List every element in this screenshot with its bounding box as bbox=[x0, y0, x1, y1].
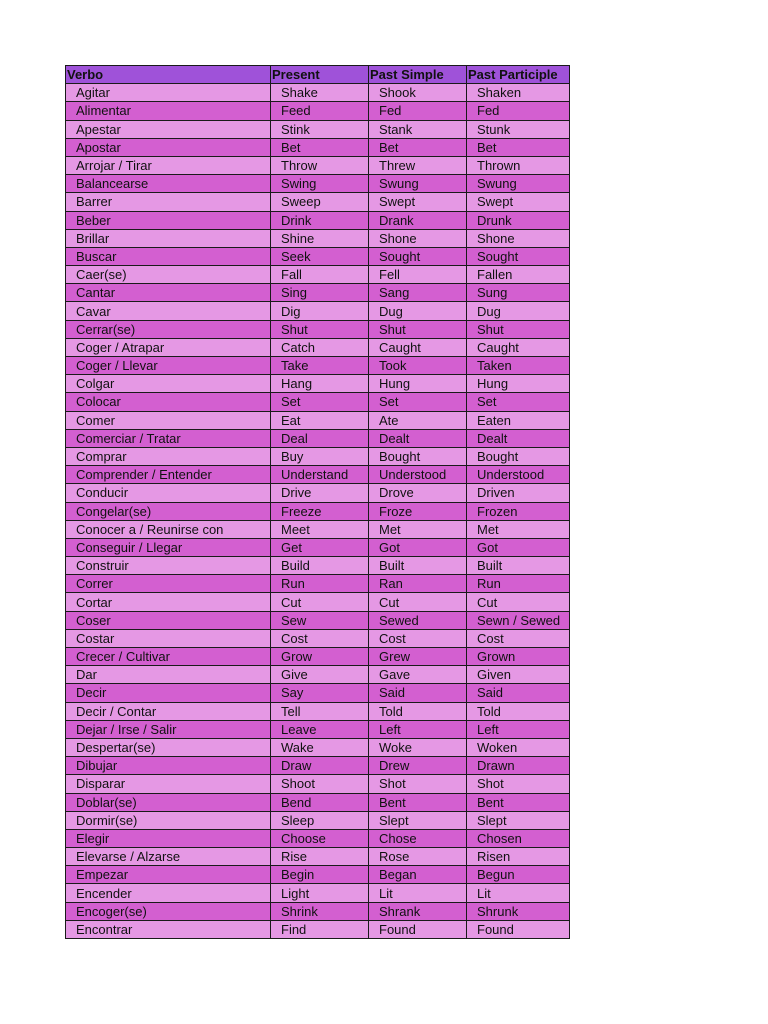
table-header bbox=[66, 66, 570, 84]
past-participle-cell: Cost bbox=[467, 629, 570, 647]
table-row bbox=[66, 447, 570, 465]
past-participle-cell: Taken bbox=[467, 357, 570, 375]
present-cell: Catch bbox=[271, 338, 369, 356]
present-cell: Cost bbox=[271, 629, 369, 647]
past-participle-cell: Eaten bbox=[467, 411, 570, 429]
verbo-cell: Brillar bbox=[66, 229, 271, 247]
verbo-cell: Beber bbox=[66, 211, 271, 229]
past-participle-cell: Thrown bbox=[467, 156, 570, 174]
past-participle-cell: Dug bbox=[467, 302, 570, 320]
past-participle-cell: Got bbox=[467, 538, 570, 556]
table-row bbox=[66, 102, 570, 120]
present-cell: Understand bbox=[271, 466, 369, 484]
table-row bbox=[66, 884, 570, 902]
table-row bbox=[66, 466, 570, 484]
table-row bbox=[66, 738, 570, 756]
past-simple-cell: Found bbox=[369, 920, 467, 938]
verbo-cell: Apestar bbox=[66, 120, 271, 138]
verbo-cell: Comprar bbox=[66, 447, 271, 465]
table-row bbox=[66, 757, 570, 775]
past-simple-cell: Sought bbox=[369, 247, 467, 265]
present-cell: Sleep bbox=[271, 811, 369, 829]
present-cell: Feed bbox=[271, 102, 369, 120]
verbo-cell: Dormir(se) bbox=[66, 811, 271, 829]
past-participle-cell: Drunk bbox=[467, 211, 570, 229]
verbo-cell: Encontrar bbox=[66, 920, 271, 938]
table-row bbox=[66, 357, 570, 375]
verbo-cell: Colocar bbox=[66, 393, 271, 411]
table-row bbox=[66, 848, 570, 866]
past-simple-cell: Ran bbox=[369, 575, 467, 593]
past-simple-cell: Lit bbox=[369, 884, 467, 902]
past-simple-cell: Slept bbox=[369, 811, 467, 829]
table-row bbox=[66, 284, 570, 302]
past-simple-cell: Swept bbox=[369, 193, 467, 211]
header-past-participle: Past Participle bbox=[467, 66, 570, 84]
past-simple-cell: Cut bbox=[369, 593, 467, 611]
past-participle-cell: Grown bbox=[467, 648, 570, 666]
past-participle-cell: Frozen bbox=[467, 502, 570, 520]
past-simple-cell: Shook bbox=[369, 84, 467, 102]
table-row bbox=[66, 648, 570, 666]
past-participle-cell: Shot bbox=[467, 775, 570, 793]
past-participle-cell: Fed bbox=[467, 102, 570, 120]
past-participle-cell: Bought bbox=[467, 447, 570, 465]
present-cell: Stink bbox=[271, 120, 369, 138]
verbo-cell: Encender bbox=[66, 884, 271, 902]
verbo-cell: Congelar(se) bbox=[66, 502, 271, 520]
table-row bbox=[66, 120, 570, 138]
past-participle-cell: Cut bbox=[467, 593, 570, 611]
table-row bbox=[66, 302, 570, 320]
present-cell: Fall bbox=[271, 266, 369, 284]
past-simple-cell: Told bbox=[369, 702, 467, 720]
verbo-cell: Dejar / Irse / Salir bbox=[66, 720, 271, 738]
past-participle-cell: Swept bbox=[467, 193, 570, 211]
present-cell: Choose bbox=[271, 829, 369, 847]
past-participle-cell: Run bbox=[467, 575, 570, 593]
present-cell: Shut bbox=[271, 320, 369, 338]
table-row bbox=[66, 175, 570, 193]
past-participle-cell: Risen bbox=[467, 848, 570, 866]
past-participle-cell: Swung bbox=[467, 175, 570, 193]
past-simple-cell: Swung bbox=[369, 175, 467, 193]
past-participle-cell: Said bbox=[467, 684, 570, 702]
past-simple-cell: Shot bbox=[369, 775, 467, 793]
past-participle-cell: Met bbox=[467, 520, 570, 538]
table-row bbox=[66, 193, 570, 211]
past-simple-cell: Shone bbox=[369, 229, 467, 247]
present-cell: Sew bbox=[271, 611, 369, 629]
past-simple-cell: Shut bbox=[369, 320, 467, 338]
table-row bbox=[66, 702, 570, 720]
table-row bbox=[66, 793, 570, 811]
table-row bbox=[66, 538, 570, 556]
verbo-cell: Cavar bbox=[66, 302, 271, 320]
present-cell: Shoot bbox=[271, 775, 369, 793]
verbo-cell: Cerrar(se) bbox=[66, 320, 271, 338]
past-simple-cell: Gave bbox=[369, 666, 467, 684]
present-cell: Sing bbox=[271, 284, 369, 302]
table-row bbox=[66, 411, 570, 429]
present-cell: Bet bbox=[271, 138, 369, 156]
past-simple-cell: Dealt bbox=[369, 429, 467, 447]
present-cell: Run bbox=[271, 575, 369, 593]
present-cell: Hang bbox=[271, 375, 369, 393]
present-cell: Shake bbox=[271, 84, 369, 102]
present-cell: Deal bbox=[271, 429, 369, 447]
verbo-cell: Decir bbox=[66, 684, 271, 702]
past-simple-cell: Bet bbox=[369, 138, 467, 156]
table-row bbox=[66, 720, 570, 738]
verbo-cell: Dar bbox=[66, 666, 271, 684]
past-simple-cell: Drove bbox=[369, 484, 467, 502]
verbo-cell: Costar bbox=[66, 629, 271, 647]
past-simple-cell: Set bbox=[369, 393, 467, 411]
verbo-cell: Conseguir / Llegar bbox=[66, 538, 271, 556]
present-cell: Bend bbox=[271, 793, 369, 811]
verbo-cell: Colgar bbox=[66, 375, 271, 393]
verbo-cell: Decir / Contar bbox=[66, 702, 271, 720]
past-simple-cell: Drank bbox=[369, 211, 467, 229]
past-participle-cell: Drawn bbox=[467, 757, 570, 775]
verbo-cell: Dibujar bbox=[66, 757, 271, 775]
verbo-cell: Empezar bbox=[66, 866, 271, 884]
past-participle-cell: Sewn / Sewed bbox=[467, 611, 570, 629]
present-cell: Swing bbox=[271, 175, 369, 193]
verbo-cell: Buscar bbox=[66, 247, 271, 265]
table-row bbox=[66, 320, 570, 338]
past-simple-cell: Froze bbox=[369, 502, 467, 520]
past-simple-cell: Got bbox=[369, 538, 467, 556]
present-cell: Give bbox=[271, 666, 369, 684]
table-row bbox=[66, 338, 570, 356]
present-cell: Eat bbox=[271, 411, 369, 429]
past-participle-cell: Fallen bbox=[467, 266, 570, 284]
verbo-cell: Comerciar / Tratar bbox=[66, 429, 271, 447]
past-participle-cell: Shone bbox=[467, 229, 570, 247]
verbo-cell: Despertar(se) bbox=[66, 738, 271, 756]
past-simple-cell: Dug bbox=[369, 302, 467, 320]
verbo-cell: Coger / Llevar bbox=[66, 357, 271, 375]
present-cell: Dig bbox=[271, 302, 369, 320]
table-row bbox=[66, 611, 570, 629]
table-row bbox=[66, 684, 570, 702]
past-participle-cell: Woken bbox=[467, 738, 570, 756]
past-simple-cell: Shrank bbox=[369, 902, 467, 920]
verbo-cell: Coger / Atrapar bbox=[66, 338, 271, 356]
verbo-cell: Elegir bbox=[66, 829, 271, 847]
present-cell: Drink bbox=[271, 211, 369, 229]
present-cell: Wake bbox=[271, 738, 369, 756]
table-row bbox=[66, 229, 570, 247]
table-row bbox=[66, 429, 570, 447]
present-cell: Shine bbox=[271, 229, 369, 247]
past-participle-cell: Bent bbox=[467, 793, 570, 811]
table-row bbox=[66, 375, 570, 393]
past-participle-cell: Given bbox=[467, 666, 570, 684]
verbo-cell: Conocer a / Reunirse con bbox=[66, 520, 271, 538]
table-row bbox=[66, 829, 570, 847]
table-row bbox=[66, 629, 570, 647]
past-participle-cell: Caught bbox=[467, 338, 570, 356]
past-participle-cell: Stunk bbox=[467, 120, 570, 138]
table-row bbox=[66, 902, 570, 920]
verbo-cell: Cortar bbox=[66, 593, 271, 611]
present-cell: Grow bbox=[271, 648, 369, 666]
past-simple-cell: Hung bbox=[369, 375, 467, 393]
verbo-cell: Encoger(se) bbox=[66, 902, 271, 920]
table-row bbox=[66, 393, 570, 411]
table-row bbox=[66, 666, 570, 684]
verbo-cell: Construir bbox=[66, 557, 271, 575]
past-simple-cell: Sewed bbox=[369, 611, 467, 629]
table-row bbox=[66, 866, 570, 884]
present-cell: Freeze bbox=[271, 502, 369, 520]
table-row bbox=[66, 520, 570, 538]
past-simple-cell: Cost bbox=[369, 629, 467, 647]
table-row bbox=[66, 266, 570, 284]
verbo-cell: Conducir bbox=[66, 484, 271, 502]
header-row bbox=[66, 66, 570, 84]
verbo-cell: Comer bbox=[66, 411, 271, 429]
verbo-cell: Alimentar bbox=[66, 102, 271, 120]
header-verbo: Verbo bbox=[66, 66, 271, 84]
past-participle-cell: Built bbox=[467, 557, 570, 575]
past-simple-cell: Built bbox=[369, 557, 467, 575]
present-cell: Tell bbox=[271, 702, 369, 720]
verbo-cell: Comprender / Entender bbox=[66, 466, 271, 484]
verbo-cell: Agitar bbox=[66, 84, 271, 102]
verbo-cell: Doblar(se) bbox=[66, 793, 271, 811]
verbo-cell: Caer(se) bbox=[66, 266, 271, 284]
verbo-cell: Elevarse / Alzarse bbox=[66, 848, 271, 866]
past-simple-cell: Woke bbox=[369, 738, 467, 756]
table-row bbox=[66, 138, 570, 156]
past-simple-cell: Grew bbox=[369, 648, 467, 666]
past-participle-cell: Left bbox=[467, 720, 570, 738]
present-cell: Find bbox=[271, 920, 369, 938]
table-row bbox=[66, 156, 570, 174]
table-row bbox=[66, 84, 570, 102]
table-row bbox=[66, 775, 570, 793]
past-participle-cell: Lit bbox=[467, 884, 570, 902]
past-participle-cell: Shaken bbox=[467, 84, 570, 102]
present-cell: Sweep bbox=[271, 193, 369, 211]
present-cell: Rise bbox=[271, 848, 369, 866]
verbo-cell: Disparar bbox=[66, 775, 271, 793]
present-cell: Begin bbox=[271, 866, 369, 884]
past-simple-cell: Stank bbox=[369, 120, 467, 138]
past-simple-cell: Left bbox=[369, 720, 467, 738]
verbo-cell: Apostar bbox=[66, 138, 271, 156]
present-cell: Get bbox=[271, 538, 369, 556]
table-body bbox=[66, 84, 570, 939]
past-simple-cell: Began bbox=[369, 866, 467, 884]
past-simple-cell: Ate bbox=[369, 411, 467, 429]
past-participle-cell: Shrunk bbox=[467, 902, 570, 920]
present-cell: Cut bbox=[271, 593, 369, 611]
table-row bbox=[66, 247, 570, 265]
past-participle-cell: Sought bbox=[467, 247, 570, 265]
past-participle-cell: Driven bbox=[467, 484, 570, 502]
past-simple-cell: Bought bbox=[369, 447, 467, 465]
present-cell: Light bbox=[271, 884, 369, 902]
present-cell: Take bbox=[271, 357, 369, 375]
present-cell: Set bbox=[271, 393, 369, 411]
past-participle-cell: Dealt bbox=[467, 429, 570, 447]
past-simple-cell: Understood bbox=[369, 466, 467, 484]
table-row bbox=[66, 211, 570, 229]
past-simple-cell: Took bbox=[369, 357, 467, 375]
present-cell: Throw bbox=[271, 156, 369, 174]
present-cell: Say bbox=[271, 684, 369, 702]
past-participle-cell: Slept bbox=[467, 811, 570, 829]
verbo-cell: Correr bbox=[66, 575, 271, 593]
past-simple-cell: Sang bbox=[369, 284, 467, 302]
table-row bbox=[66, 811, 570, 829]
past-participle-cell: Chosen bbox=[467, 829, 570, 847]
present-cell: Build bbox=[271, 557, 369, 575]
present-cell: Drive bbox=[271, 484, 369, 502]
table-row bbox=[66, 593, 570, 611]
present-cell: Draw bbox=[271, 757, 369, 775]
past-participle-cell: Told bbox=[467, 702, 570, 720]
present-cell: Meet bbox=[271, 520, 369, 538]
verbo-cell: Crecer / Cultivar bbox=[66, 648, 271, 666]
present-cell: Buy bbox=[271, 447, 369, 465]
table-row bbox=[66, 575, 570, 593]
past-participle-cell: Bet bbox=[467, 138, 570, 156]
past-simple-cell: Bent bbox=[369, 793, 467, 811]
verbo-cell: Barrer bbox=[66, 193, 271, 211]
table-row bbox=[66, 557, 570, 575]
past-simple-cell: Rose bbox=[369, 848, 467, 866]
past-participle-cell: Sung bbox=[467, 284, 570, 302]
past-participle-cell: Hung bbox=[467, 375, 570, 393]
table-row bbox=[66, 920, 570, 938]
verbo-cell: Arrojar / Tirar bbox=[66, 156, 271, 174]
past-simple-cell: Fed bbox=[369, 102, 467, 120]
past-simple-cell: Met bbox=[369, 520, 467, 538]
verbo-cell: Cantar bbox=[66, 284, 271, 302]
past-participle-cell: Begun bbox=[467, 866, 570, 884]
past-simple-cell: Chose bbox=[369, 829, 467, 847]
header-past-simple: Past Simple bbox=[369, 66, 467, 84]
past-simple-cell: Said bbox=[369, 684, 467, 702]
past-simple-cell: Caught bbox=[369, 338, 467, 356]
past-participle-cell: Set bbox=[467, 393, 570, 411]
past-participle-cell: Found bbox=[467, 920, 570, 938]
verb-table bbox=[65, 65, 570, 939]
header-present: Present bbox=[271, 66, 369, 84]
present-cell: Shrink bbox=[271, 902, 369, 920]
past-simple-cell: Threw bbox=[369, 156, 467, 174]
present-cell: Seek bbox=[271, 247, 369, 265]
past-simple-cell: Drew bbox=[369, 757, 467, 775]
verbo-cell: Coser bbox=[66, 611, 271, 629]
past-simple-cell: Fell bbox=[369, 266, 467, 284]
verbo-cell: Balancearse bbox=[66, 175, 271, 193]
past-participle-cell: Shut bbox=[467, 320, 570, 338]
present-cell: Leave bbox=[271, 720, 369, 738]
table-row bbox=[66, 484, 570, 502]
table-row bbox=[66, 502, 570, 520]
past-participle-cell: Understood bbox=[467, 466, 570, 484]
